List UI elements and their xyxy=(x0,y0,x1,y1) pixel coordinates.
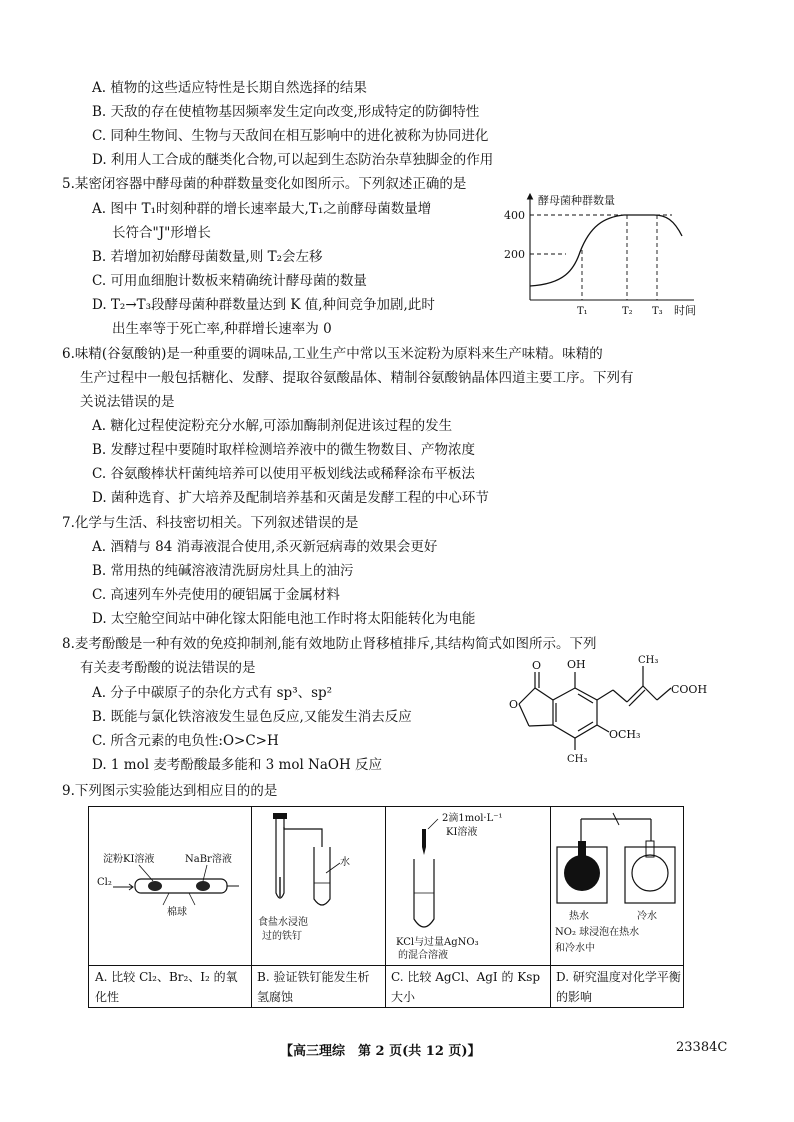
q9-c-dropper xyxy=(422,829,426,855)
q5-option-d-cont: 出生率等于死亡率,种群增长速率为 0 xyxy=(112,321,332,337)
q4-option-d: D. 利用人工合成的醚类化合物,可以起到生态防治杂草独脚金的作用 xyxy=(92,152,494,168)
q4-option-b: B. 天敌的存在使植物基因频率发生定向改变,形成特定的防御特性 xyxy=(92,104,480,120)
q8-stem-line-2: 有关麦考酚酸的说法错误的是 xyxy=(80,660,256,676)
q9-c-label-solution: 的混合溶液 xyxy=(398,950,448,961)
q7-option-a: A. 酒精与 84 消毒液混合使用,杀灭新冠病毒的效果会更好 xyxy=(92,539,438,555)
q5-x-label: 时间 xyxy=(674,304,696,317)
q8-structure-formula xyxy=(505,650,720,775)
q6-option-c: C. 谷氨酸棒状杆菌纯培养可以使用平板划线法或稀释涂布平板法 xyxy=(92,466,475,482)
q7-stem: 7.化学与生活、科技密切相关。下列叙述错误的是 xyxy=(62,515,359,531)
q8-option-b: B. 既能与氯化铁溶液发生显色反应,又能发生消去反应 xyxy=(92,709,412,725)
q9-experiment-table xyxy=(88,806,684,1008)
q9-a-label-nabr: NaBr溶液 xyxy=(185,854,232,865)
q5-option-c: C. 可用血细胞计数板来精确统计酵母菌的数量 xyxy=(92,273,367,289)
q5-option-d: D. T₂→T₃段酵母菌种群数量达到 K 值,种间竞争加剧,此时 xyxy=(92,297,435,313)
q8-label-carbonyl-o: O xyxy=(532,659,542,672)
q9-panel-a-caption: A. 比较 Cl₂、Br₂、I₂ 的氧化性 xyxy=(95,970,238,1004)
q9-d-cold-flask xyxy=(632,855,668,891)
q5-option-a-cont: 长符合"J"形增长 xyxy=(112,225,211,241)
q9-panel-c-apparatus xyxy=(386,807,550,965)
q9-panel-a-apparatus xyxy=(89,807,251,965)
q9-b-label-nail: 过的铁钉 xyxy=(262,931,302,942)
q9-c-label-ki: KI溶液 xyxy=(446,827,478,838)
q8-label-ring-o: O xyxy=(509,698,519,711)
q8-label-och3: OCH₃ xyxy=(609,728,641,741)
q5-ytick-200: 200 xyxy=(504,248,525,261)
q5-stem: 5.某密闭容器中酵母菌的种群数量变化如图所示。下列叙述正确的是 xyxy=(62,176,467,192)
q5-growth-curve xyxy=(530,215,682,286)
q7-option-b: B. 常用热的纯碱溶液清洗厨房灶具上的油污 xyxy=(92,563,354,579)
q7-option-c: C. 高速列车外壳使用的硬铝属于金属材料 xyxy=(92,587,340,603)
q8-option-a: A. 分子中碳原子的杂化方式有 sp³、sp² xyxy=(92,685,333,701)
q9-panel-d-apparatus xyxy=(551,807,685,965)
q9-c-label-ki-conc: 2滴1mol·L⁻¹ xyxy=(442,813,503,824)
q8-label-ch3-bottom: CH₃ xyxy=(567,754,588,765)
q9-stem: 9.下列图示实验能达到相应目的的是 xyxy=(62,783,278,799)
q9-b-label-saltwater: 食盐水浸泡 xyxy=(258,917,308,928)
q9-d-label-no2: NO₂ 球浸泡在热水 xyxy=(555,927,640,938)
q7-option-d: D. 太空舱空间站中砷化镓太阳能电池工作时将太阳能转化为电能 xyxy=(92,611,476,627)
q8-stem-line-1: 8.麦考酚酸是一种有效的免疫抑制剂,能有效地防止肾移植排斥,其结构简式如图所示。下列 xyxy=(62,636,597,652)
q9-panel-b-caption: B. 验证铁钉能发生析氢腐蚀 xyxy=(257,970,370,1004)
q9-c-label-mix: KCl与过量AgNO₃ xyxy=(396,937,479,948)
q5-xtick-t2: T₂ xyxy=(622,306,633,317)
q9-a-cotton-ball-1 xyxy=(148,881,162,891)
footer-exam-code: 23384C xyxy=(676,1040,728,1055)
footer-page-title: 【高三理综 第 2 页(共 12 页)】 xyxy=(280,1044,481,1059)
q9-d-label-cold: 冷水 xyxy=(637,911,657,922)
q5-y-label: 酵母菌种群数量 xyxy=(538,194,615,207)
q9-panel-c-caption: C. 比较 AgCl、AgI 的 Ksp 大小 xyxy=(391,970,541,1004)
q9-d-label-water: 和冷水中 xyxy=(555,943,595,954)
q5-option-b: B. 若增加初始酵母菌数量,则 T₂会左移 xyxy=(92,249,323,265)
q6-option-d: D. 菌种选育、扩大培养及配制培养基和灭菌是发酵工程的中心环节 xyxy=(92,490,489,506)
q9-a-label-ki: 淀粉KI溶液 xyxy=(103,854,155,865)
q9-d-hot-flask xyxy=(564,855,600,891)
q5-option-a: A. 图中 T₁时刻种群的增长速率最大,T₁之前酵母菌数量增 xyxy=(92,201,432,217)
q6-stem-line-3: 关说法错误的是 xyxy=(80,394,175,410)
q8-label-ch3-top: CH₃ xyxy=(638,655,659,666)
q6-stem-line-1: 6.味精(谷氨酸钠)是一种重要的调味品,工业生产中常以玉米淀粉为原料来生产味精。味精的 xyxy=(62,346,603,362)
q9-d-label-hot: 热水 xyxy=(569,911,589,922)
q9-panel-b-apparatus xyxy=(252,807,385,965)
q4-option-c: C. 同种生物间、生物与天敌间在相互影响中的进化被称为协同进化 xyxy=(92,128,489,144)
q6-option-b: B. 发酵过程中要随时取样检测培养液中的微生物数目、产物浓度 xyxy=(92,442,476,458)
q8-label-oh: OH xyxy=(567,658,586,671)
q9-b-water-tube xyxy=(314,847,330,905)
q9-a-label-cotton: 棉球 xyxy=(167,907,187,918)
q8-label-cooh: COOH xyxy=(671,683,708,696)
q9-b-label-water: 水 xyxy=(340,857,350,868)
q8-option-c: C. 所含元素的电负性:O>C>H xyxy=(92,733,279,749)
q8-option-d: D. 1 mol 麦考酚酸最多能和 3 mol NaOH 反应 xyxy=(92,757,383,773)
q6-stem-line-2: 生产过程中一般包括糖化、发酵、提取谷氨酸晶体、精制谷氨酸钠晶体四道主要工序。下列有 xyxy=(80,370,634,386)
q9-a-cotton-ball-2 xyxy=(196,881,210,891)
q6-option-a: A. 糖化过程使淀粉充分水解,可添加酶制剂促进该过程的发生 xyxy=(92,418,453,434)
q4-option-a: A. 植物的这些适应特性是长期自然选择的结果 xyxy=(92,80,367,96)
q5-xtick-t3: T₃ xyxy=(652,306,663,317)
q5-population-chart xyxy=(494,190,704,318)
q5-xtick-t1: T₁ xyxy=(577,306,588,317)
q5-ytick-400: 400 xyxy=(504,209,525,222)
q9-panel-d-caption: D. 研究温度对化学平衡的影响 xyxy=(556,970,681,1004)
q9-a-label-cl2: Cl₂ xyxy=(97,877,112,888)
